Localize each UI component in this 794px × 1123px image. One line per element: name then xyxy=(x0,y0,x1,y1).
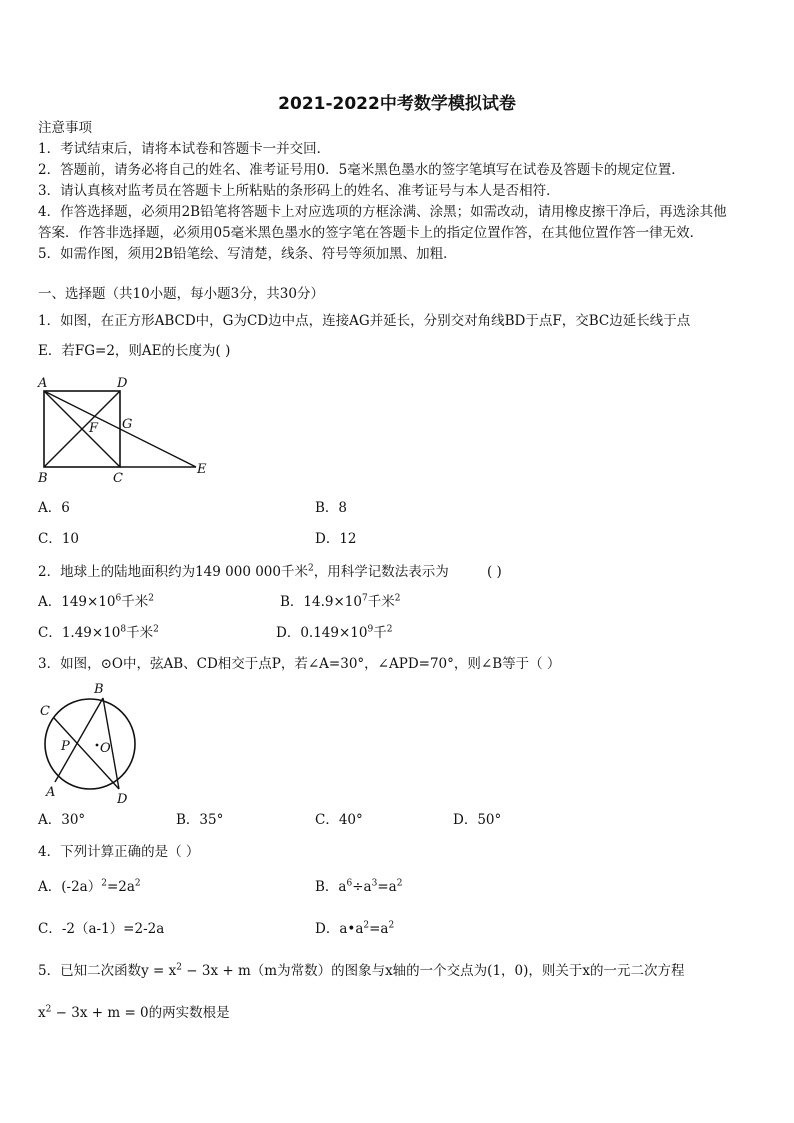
point-label-A: A xyxy=(46,785,56,800)
q5-stem-line2: $x^2 - 3x + m = 0$的两实数根是 xyxy=(38,1004,230,1021)
point-label-G: G xyxy=(122,417,133,432)
point-label-C: C xyxy=(40,704,50,719)
point-label-B: B xyxy=(38,471,48,486)
point-label-O: O xyxy=(100,741,111,756)
q1-figure-square xyxy=(36,372,216,487)
q2-option-b[interactable]: B．$14.9\times 10^7$千米$^2$ xyxy=(280,593,401,610)
q2-answer-paren: ( ) xyxy=(487,564,502,580)
point-label-P: P xyxy=(61,739,70,754)
q2-option-a[interactable]: A．$149\times 10^6$千米$^2$ xyxy=(38,593,154,610)
q4-option-a[interactable]: A．$(-2a)^2=2a^2$ xyxy=(38,878,141,895)
notice-item: 4．作答选择题，必须用2B铅笔将答题卡上对应选项的方框涂满、涂黑；如需改动，请用橡皮擦干净后，再选涂其他 xyxy=(38,204,727,220)
point-label-F: F xyxy=(89,421,99,436)
notice-item: 答案．作答非选择题，必须用05毫米黑色墨水的签字笔在答题卡上的指定位置作答，在其他位置作答一律无效． xyxy=(38,225,704,241)
q3-option-b[interactable]: B．35° xyxy=(176,812,224,828)
q3-option-a[interactable]: A．30° xyxy=(38,812,86,828)
notice-item: 2．答题前，请务必将自己的姓名、准考证号用0．5毫米黑色墨水的签字笔填写在试卷及答题卡的规定位置． xyxy=(38,162,685,178)
q3-figure-circle xyxy=(34,678,159,806)
q1-option-b[interactable]: B．8 xyxy=(315,500,348,516)
notice-item: 3．请认真核对监考员在答题卡上所粘贴的条形码上的姓名、准考证号与本人是否相符． xyxy=(38,183,560,199)
q5-function-expression: $y = x^2 - 3x + m$ xyxy=(141,962,251,979)
q3-stem: 3．如图，⊙O中，弦AB、CD相交于点P，若∠A=30°，∠APD=70°，则∠B等于（ ） xyxy=(38,656,561,672)
point-label-E: E xyxy=(197,462,207,477)
q1-stem-line2: E．若FG=2，则AE的长度为( ) xyxy=(38,343,231,359)
q4-option-b[interactable]: B．$a^6\div a^3=a^2$ xyxy=(315,878,403,895)
q1-option-d[interactable]: D．12 xyxy=(315,531,357,547)
point-label-B: B xyxy=(94,682,104,697)
point-label-D: D xyxy=(117,792,128,806)
q1-stem-line1: 1．如图，在正方形ABCD中，G为CD边中点，连接AG并延长，分别交对角线BD于点F，交BC边延长线于点 xyxy=(38,313,691,329)
q1-option-a[interactable]: A．6 xyxy=(38,500,70,516)
q4-option-d[interactable]: D．$a•a^2=a^2$ xyxy=(315,920,395,937)
q2-stem: 2．地球上的陆地面积约为149 000 000千米$^2$，用科学记数法表示为 xyxy=(38,563,449,580)
q2-option-d[interactable]: D．$0.149\times 10^9$千$^2$ xyxy=(276,624,393,641)
section-heading: 一、选择题（共10小题，每小题3分，共30分） xyxy=(38,286,324,302)
notice-heading: 注意事项 xyxy=(38,120,92,136)
q3-option-c[interactable]: C．40° xyxy=(315,812,363,828)
notice-item: 5．如需作图，须用2B铅笔绘、写清楚，线条、符号等须加黑、加粗． xyxy=(38,246,457,262)
q2-option-c[interactable]: C．$1.49\times 10^8$千米$^2$ xyxy=(38,624,159,641)
point-label-C: C xyxy=(113,471,123,486)
q3-option-d[interactable]: D．50° xyxy=(453,812,502,828)
q1-option-c[interactable]: C．10 xyxy=(38,531,80,547)
point-label-A: A xyxy=(38,376,48,391)
page-title: 2021-2022中考数学模拟试卷 xyxy=(278,94,516,114)
q5-equation: $x^2 - 3x + m = 0$ xyxy=(38,1004,149,1021)
q4-option-c[interactable]: C．-2（a-1）=2-2a xyxy=(38,921,165,937)
q4-stem: 4．下列计算正确的是（ ） xyxy=(38,844,200,860)
point-label-D: D xyxy=(117,376,128,391)
q5-stem-line1: 5．已知二次函数$y = x^2 - 3x + m(m$为常数）的图象与x轴的一个交点为(1，0)，则关于x的一元二次方程 xyxy=(38,962,685,979)
notice-item: 1．考试结束后，请将本试卷和答题卡一并交回． xyxy=(38,141,331,157)
